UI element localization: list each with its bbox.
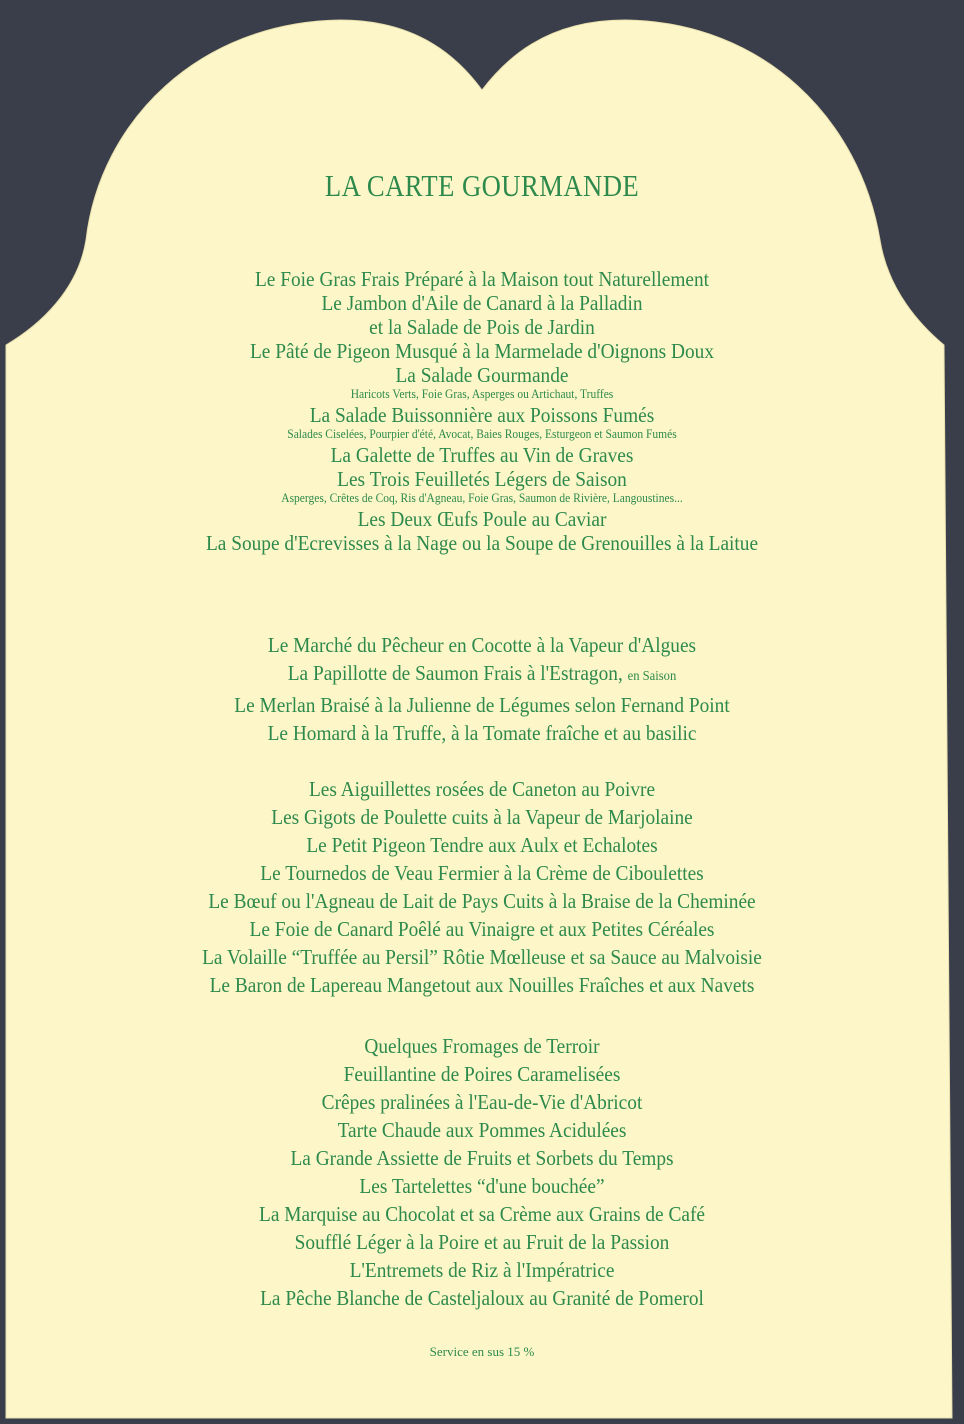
menu-item-name: Le Petit Pigeon Tendre aux Aulx et Echalotes — [306, 833, 658, 857]
menu-item — [48, 1172, 916, 1200]
menu-item — [48, 691, 916, 719]
service-note: Service en sus 15 % — [429, 1344, 535, 1359]
menu-item-name: Le Foie Gras Frais Préparé à la Maison tout Naturellement — [254, 267, 710, 291]
menu-item-name: Quelques Fromages de Terroir — [364, 1034, 600, 1058]
menu-item-name: Tarte Chaude aux Pommes Acidulées — [337, 1118, 627, 1142]
menu-item-name: Le Pâté de Pigeon Musqué à la Marmelade d'Oignons Doux — [249, 339, 715, 363]
menu-item — [48, 775, 916, 803]
section-entrees — [0, 267, 964, 555]
section-poissons — [0, 631, 964, 747]
menu-item-name: Soufflé Léger à la Poire et au Fruit de la Passion — [294, 1230, 670, 1254]
menu-item-name: Les Deux Œufs Poule au Caviar — [357, 507, 607, 531]
menu-item — [48, 1284, 916, 1312]
menu-item — [48, 1256, 916, 1284]
menu-item-name: La Marquise au Chocolat et sa Crème aux Grains de Café — [259, 1202, 705, 1226]
menu-item — [48, 1200, 916, 1228]
menu-item — [48, 267, 916, 291]
menu-item-name: Feuillantine de Poires Caramelisées — [343, 1062, 621, 1086]
menu-item-name: Le Merlan Braisé à la Julienne de Légumes selon Fernand Point — [234, 693, 730, 717]
menu-item — [48, 803, 916, 831]
menu-item — [48, 915, 916, 943]
menu-item — [48, 1032, 916, 1060]
menu-item-name: La Papillotte de Saumon Frais à l'Estragon, — [287, 661, 623, 685]
menu-item — [48, 971, 916, 999]
menu-item — [48, 1088, 916, 1116]
menu-item-note: en Saison — [627, 669, 677, 684]
menu-item-name: La Pêche Blanche de Casteljaloux au Granité de Pomerol — [260, 1286, 704, 1310]
menu-item-detail: Asperges, Crêtes de Coq, Ris d'Agneau, Foie Gras, Saumon de Rivière, Langoustines... — [281, 491, 683, 505]
menu-item-name: Le Bœuf ou l'Agneau de Lait de Pays Cuits à la Braise de la Cheminée — [208, 889, 756, 913]
section-viandes — [0, 775, 964, 999]
menu-item-name: Les Gigots de Poulette cuits à la Vapeur de Marjolaine — [271, 805, 693, 829]
menu-item — [48, 507, 916, 531]
menu-item-name: La Galette de Truffes au Vin de Graves — [330, 443, 634, 467]
menu-item — [48, 887, 916, 915]
menu-item-name: Le Foie de Canard Poêlé au Vinaigre et aux Petites Céréales — [249, 917, 715, 941]
menu-item — [48, 531, 916, 555]
menu-item — [48, 943, 916, 971]
menu-item — [48, 443, 916, 467]
menu-item — [48, 831, 916, 859]
section-fromages-desserts — [0, 1032, 964, 1312]
menu-item — [48, 291, 916, 315]
menu-item — [48, 859, 916, 887]
menu-item — [48, 403, 916, 427]
menu-item-name: La Soupe d'Ecrevisses à la Nage ou la Soupe de Grenouilles à la Laitue — [205, 531, 759, 555]
menu-item-name: Le Homard à la Truffe, à la Tomate fraîche et au basilic — [267, 721, 697, 745]
menu-item-name: Le Marché du Pêcheur en Cocotte à la Vapeur d'Algues — [267, 633, 697, 657]
menu-item — [48, 363, 916, 387]
menu-item — [48, 1228, 916, 1256]
menu-item-name: La Volaille “Truffée au Persil” Rôtie Mœlleuse et sa Sauce au Malvoisie — [202, 945, 762, 969]
menu-item — [48, 1060, 916, 1088]
menu-item-name: Crêpes pralinées à l'Eau-de-Vie d'Abricot — [321, 1090, 643, 1114]
menu-item-name: Les Trois Feuilletés Légers de Saison — [337, 467, 627, 491]
menu-item-name: La Grande Assiette de Fruits et Sorbets du Temps — [290, 1146, 674, 1170]
menu-item — [48, 631, 916, 659]
menu-item — [48, 1144, 916, 1172]
menu-item-name: La Salade Gourmande — [395, 363, 569, 387]
menu-item — [48, 1116, 916, 1144]
menu-item-name: Le Jambon d'Aile de Canard à la Palladin — [321, 291, 643, 315]
menu-item-name: Le Tournedos de Veau Fermier à la Crème de Ciboulettes — [260, 861, 704, 885]
menu-item-detail: Haricots Verts, Foie Gras, Asperges ou Artichaut, Truffes — [350, 387, 614, 401]
menu-item-name: Les Tartelettes “d'une bouchée” — [359, 1174, 605, 1198]
menu-item — [48, 339, 916, 363]
menu-item — [48, 467, 916, 491]
menu-item — [48, 659, 916, 691]
menu-item-name: L'Entremets de Riz à l'Impératrice — [349, 1258, 615, 1282]
menu-item-name: Le Baron de Lapereau Mangetout aux Nouilles Fraîches et aux Navets — [209, 973, 755, 997]
menu-item-name: La Salade Buissonnière aux Poissons Fumés — [309, 403, 655, 427]
menu-item-detail: Salades Ciselées, Pourpier d'été, Avocat, Baies Rouges, Esturgeon et Saumon Fumés — [287, 427, 677, 441]
menu-item-continuation: et la Salade de Pois de Jardin — [369, 315, 595, 339]
menu-item-name: Les Aiguillettes rosées de Caneton au Poivre — [308, 777, 656, 801]
menu-item — [48, 719, 916, 747]
menu-title: LA CARTE GOURMANDE — [324, 168, 640, 203]
